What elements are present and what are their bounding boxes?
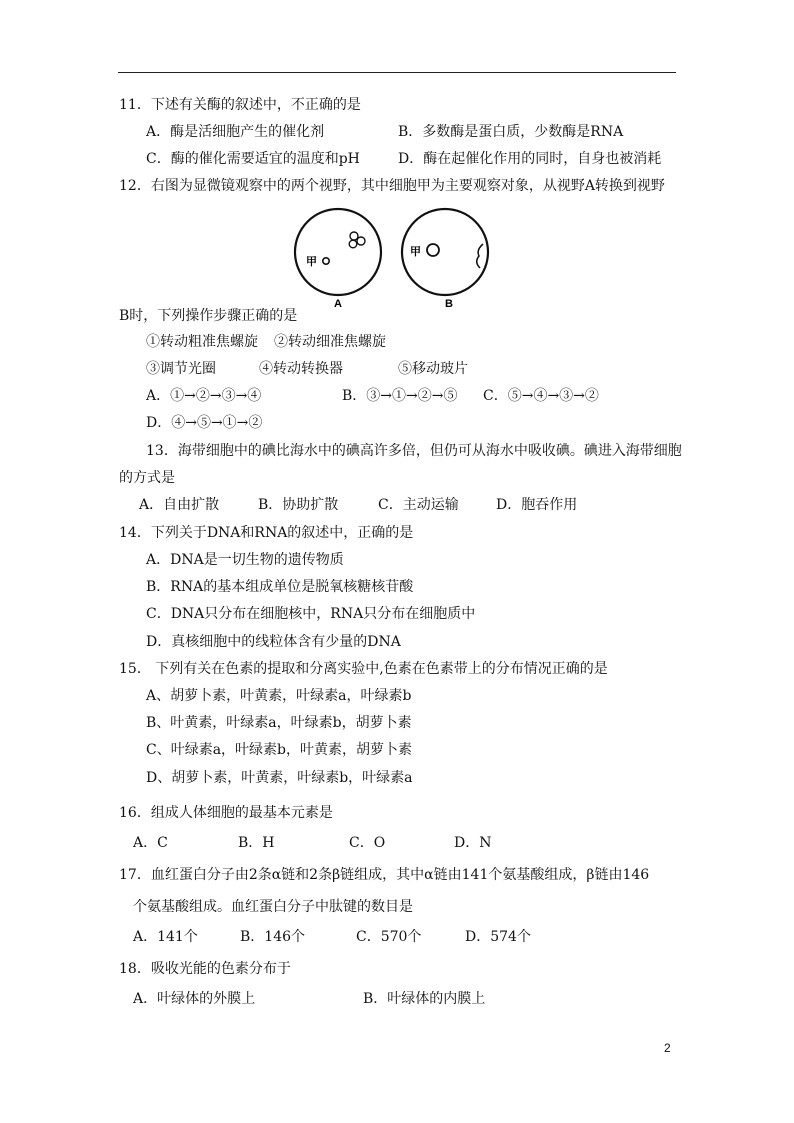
cell-jia-large bbox=[427, 244, 439, 256]
q12-option-a: A．①→②→③→④ bbox=[146, 388, 262, 404]
q16-stem: 16．组成人体细胞的最基本元素是 bbox=[119, 805, 333, 821]
q14-option-c: C．DNA只分布在细胞核中，RNA只分布在细胞质中 bbox=[146, 606, 476, 622]
field-a-cell-label: 甲 bbox=[306, 256, 317, 268]
q13-option-a: A．自由扩散 bbox=[139, 497, 220, 513]
q14-stem: 14．下列关于DNA和RNA的叙述中，正确的是 bbox=[119, 525, 414, 541]
field-a bbox=[295, 209, 381, 310]
edge-cells bbox=[477, 244, 483, 268]
header-rule bbox=[118, 72, 676, 73]
q12-stem-line2: B时，下列操作步骤正确的是 bbox=[119, 308, 298, 324]
microscope-fields-figure bbox=[292, 206, 498, 312]
q16-option-a: A．C bbox=[133, 835, 168, 851]
q12-option-c: C．⑤→④→③→② bbox=[483, 388, 599, 404]
q17-stem-line1: 17．血红蛋白分子由2条α链和2条β链组成，其中α链由141个氨基酸组成，β链由146 bbox=[119, 867, 650, 883]
q12-step-1: ①转动粗准焦螺旋 bbox=[146, 334, 258, 350]
q16-option-c: C．O bbox=[349, 835, 386, 851]
q14-option-d: D．真核细胞中的线粒体含有少量的DNA bbox=[146, 634, 401, 650]
field-b-label: B bbox=[445, 298, 453, 310]
q11-option-c: C．酶的催化需要适宜的温度和pH bbox=[146, 151, 360, 167]
q14-option-a: A．DNA是一切生物的遗传物质 bbox=[146, 552, 344, 568]
q12-option-d: D．④→⑤→①→② bbox=[146, 415, 263, 431]
q17-option-b: B．146个 bbox=[240, 929, 306, 945]
q18-option-b: B．叶绿体的内膜上 bbox=[363, 991, 486, 1007]
q12-option-b: B．③→①→②→⑤ bbox=[342, 388, 458, 404]
q13-option-d: D．胞吞作用 bbox=[496, 497, 578, 513]
q17-option-a: A．141个 bbox=[133, 929, 198, 945]
q11-option-d: D．酶在起催化作用的同时，自身也被消耗 bbox=[398, 151, 662, 167]
q13-stem-line1: 13．海带细胞中的碘比海水中的碘高许多倍，但仍可从海水中吸收碘。碘进入海带细胞 bbox=[146, 443, 682, 459]
q16-option-b: B．H bbox=[238, 835, 275, 851]
q11-option-a: A．酶是活细胞产生的催化剂 bbox=[146, 124, 325, 140]
q12-step-5: ⑤移动玻片 bbox=[398, 361, 468, 377]
q14-option-b: B．RNA的基本组成单位是脱氧核糖核苷酸 bbox=[146, 579, 414, 595]
q13-option-b: B．协助扩散 bbox=[258, 497, 339, 513]
q17-stem-line2: 个氨基酸组成。血红蛋白分子中肽键的数目是 bbox=[133, 899, 413, 915]
q12-step-4: ④转动转换器 bbox=[259, 361, 343, 377]
q17-option-c: C．570个 bbox=[356, 929, 422, 945]
field-b bbox=[402, 209, 488, 310]
q18-stem: 18．吸收光能的色素分布于 bbox=[119, 961, 291, 977]
q12-step-2: ②转动细准焦螺旋 bbox=[274, 334, 386, 350]
page-number: 2 bbox=[664, 1041, 671, 1055]
q17-option-d: D．574个 bbox=[465, 929, 531, 945]
q13-option-c: C．主动运输 bbox=[378, 497, 459, 513]
field-a-label: A bbox=[334, 298, 342, 310]
q18-option-a: A．叶绿体的外膜上 bbox=[133, 991, 256, 1007]
q12-stem-line1: 12．右图为显微镜观察中的两个视野，其中细胞甲为主要观察对象，从视野A转换到视野 bbox=[119, 178, 665, 194]
q13-stem-line2: 的方式是 bbox=[119, 470, 175, 486]
q11-option-b: B．多数酶是蛋白质，少数酶是RNA bbox=[398, 124, 624, 140]
q15-stem: 15． 下列有关在色素的提取和分离实验中,色素在色素带上的分布情况正确的是 bbox=[119, 661, 608, 677]
q15-option-c: C、叶绿素a，叶绿素b，叶黄素，胡萝卜素 bbox=[146, 742, 413, 758]
cell-jia-small bbox=[323, 258, 329, 264]
q15-option-d: D、胡萝卜素，叶黄素，叶绿素b，叶绿素a bbox=[146, 770, 413, 786]
field-b-cell-label: 甲 bbox=[410, 246, 421, 258]
q16-option-d: D．N bbox=[454, 835, 492, 851]
q11-stem: 11．下述有关酶的叙述中，不正确的是 bbox=[119, 97, 361, 113]
q15-option-a: A、胡萝卜素，叶黄素，叶绿素a，叶绿素b bbox=[146, 688, 412, 704]
other-cells-cluster bbox=[349, 232, 365, 248]
q12-step-3: ③调节光圈 bbox=[146, 361, 216, 377]
q15-option-b: B、叶黄素，叶绿素a，叶绿素b，胡萝卜素 bbox=[146, 715, 412, 731]
